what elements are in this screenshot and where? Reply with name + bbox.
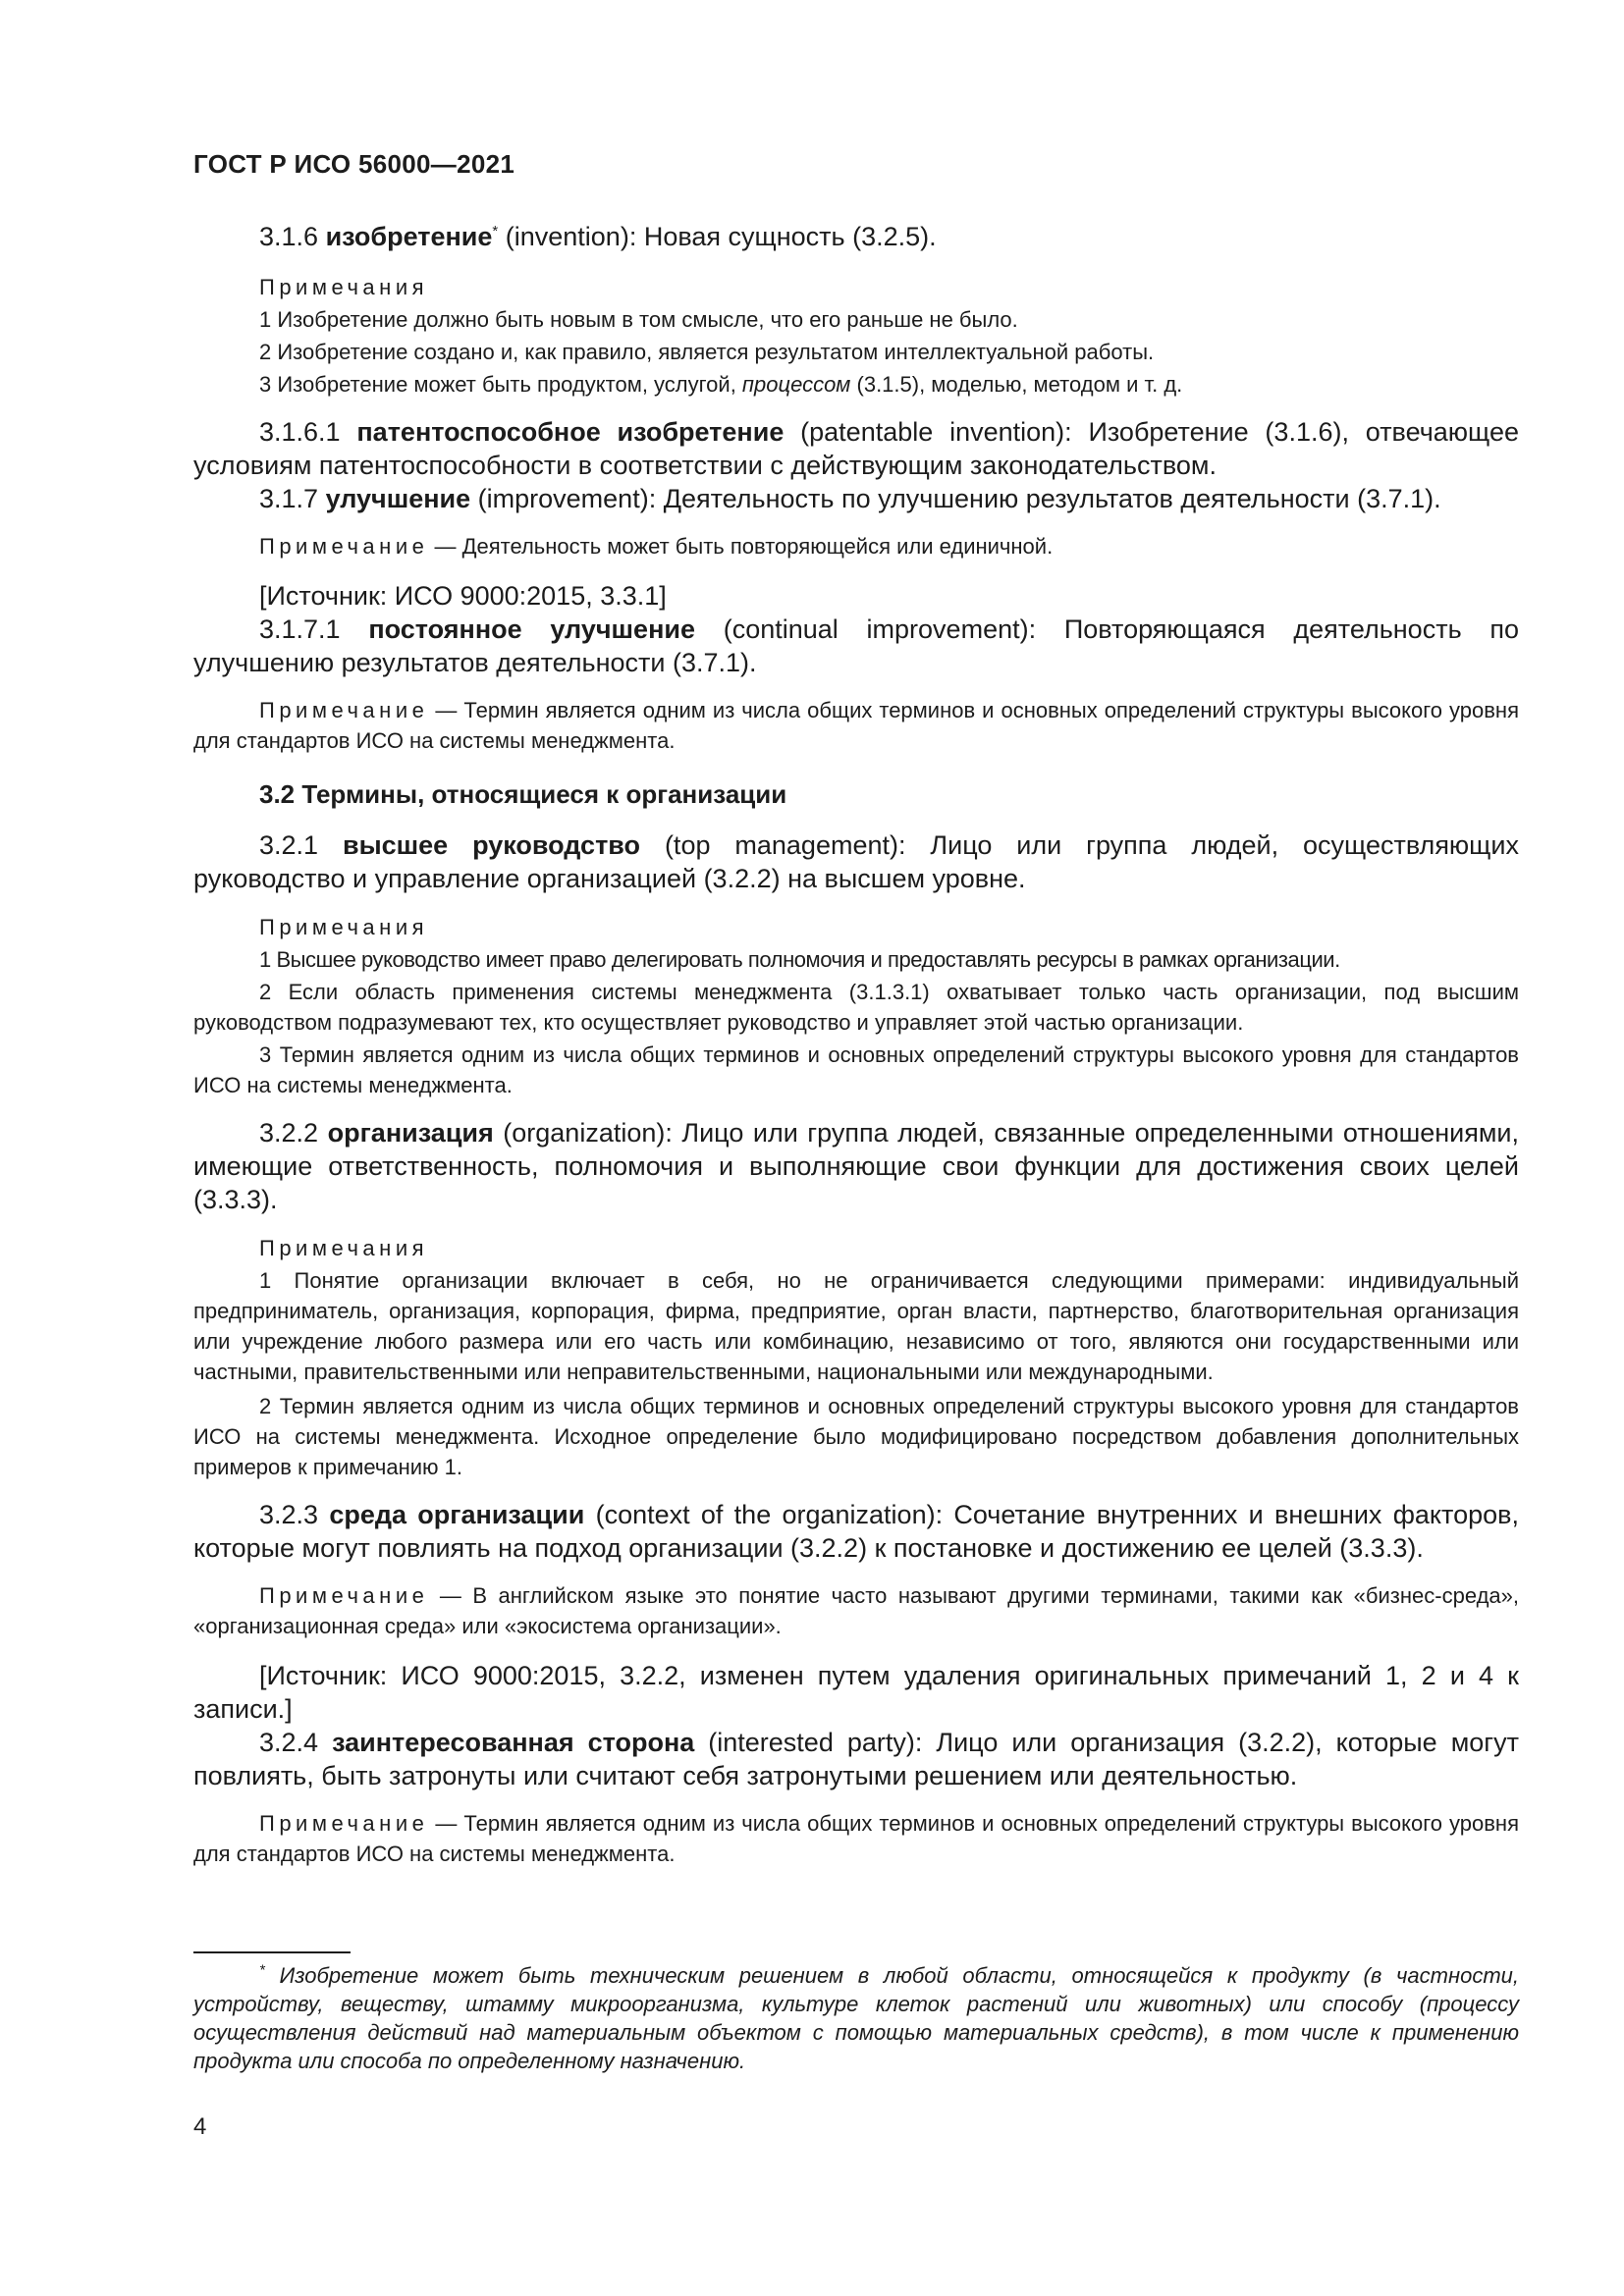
note-3: 3 Изобретение может быть продуктом, услугой, процессом (3.1.5), моделью, методом и т. д. (259, 372, 1183, 397)
footnote: * Изобретение может быть техническим решением в любой области, относящейся к продукту (в частности, устройству, веществу, штамму микроорганизма, культуре клеток растений или животных) или способу (процессу осуществления действий над материальным объектом с помощью материальных средств), в том числе к применению продукта или способа по определенному назначению. (193, 1961, 1519, 2073)
note-1: 1 Понятие организации включает в себя, но не ограничивается следующими примерами: индивидуальный предприниматель, организация, корпорация, фирма, предприятие, орган власти, партнерство, благотворительная организация или учреждение любого размера или его часть или комбинацию, независимо от того, являются они государственными или частными, правительственными или неправительственными, национальными или международными. (193, 1268, 1519, 1384)
note-2: 2 Если область применения системы менеджмента (3.1.3.1) охватывает только часть организации, под высшим руководством подразумевают тех, кто осуществляет руководство и управляет этой частью организации. (193, 980, 1519, 1035)
source-reference: [Источник: ИСО 9000:2015, 3.3.1] (259, 581, 667, 611)
notes-heading: Примечания (259, 915, 429, 939)
note-3: 3 Термин является одним из числа общих терминов и основных определений структуры высокого уровня для стандартов ИСО на системы менеджмента. (193, 1042, 1519, 1097)
page-number: 4 (193, 2113, 207, 2140)
note-1: 1 Высшее руководство имеет право делегировать полномочия и предоставлять ресурсы в рамках организации. (259, 947, 1340, 972)
page-content (193, 220, 1519, 1869)
note-2: 2 Изобретение создано и, как правило, является результатом интеллектуальной работы. (259, 340, 1155, 364)
note-1: 1 Изобретение должно быть новым в том смысле, что его раньше не было. (259, 307, 1018, 332)
footnote-marker: * (259, 1961, 265, 1979)
term-3-1-7: 3.1.7 улучшение (improvement): Деятельность по улучшению результатов деятельности (3.7.1). (259, 484, 1441, 513)
term-3-1-6: 3.1.6 изобретение* (invention): Новая сущность (3.2.5). (259, 222, 937, 251)
term-name: постоянное улучшение (368, 614, 695, 644)
note-label: Примечание (259, 1583, 429, 1608)
term-name: заинтересованная сторона (332, 1728, 695, 1757)
note-label: Примечание (259, 534, 429, 559)
term-3-2-1: 3.2.1 высшее руководство (top management): Лицо или группа людей, осуществляющих руководство и управление организацией (3.2.2) на высшем уровне. (193, 830, 1519, 893)
term-3-2-3: 3.2.3 среда организации (context of the organization): Сочетание внутренних и внешних факторов, которые могут повлиять на подход организации (3.2.2) к постановке и достижению ее целей (3.3.3). (193, 1500, 1519, 1563)
note-3-1-7-1: Примечание — Термин является одним из числа общих терминов и основных определений структуры высокого уровня для стандартов ИСО на системы менеджмента. (193, 698, 1519, 753)
notes-heading: Примечания (259, 1236, 429, 1260)
note-3-2-4: Примечание — Термин является одним из числа общих терминов и основных определений структуры высокого уровня для стандартов ИСО на системы менеджмента. (193, 1811, 1519, 1866)
section-heading-3-2: 3.2 Термины, относящиеся к организации (259, 779, 787, 809)
term-name: изобретение (325, 222, 493, 251)
note-3-2-3: Примечание — В английском языке это понятие часто называют другими терминами, такими как «бизнес-среда», «организационная среда» или «экосистема организации». (193, 1583, 1519, 1638)
note-label: Примечание (259, 698, 429, 722)
term-name: организация (327, 1118, 494, 1148)
term-3-2-2: 3.2.2 организация (organization): Лицо или группа людей, связанные определенными отношениями, имеющие ответственность, полномочия и выполняющие свои функции для достижения своих целей (3.3.3). (193, 1118, 1519, 1214)
term-3-1-6-1: 3.1.6.1 патентоспособное изобретение (patentable invention): Изобретение (3.1.6), отвечающее условиям патентоспособности в соответствии с действующим законодательством. (193, 417, 1519, 480)
notes-heading: Примечания (259, 275, 429, 299)
term-3-2-4: 3.2.4 заинтересованная сторона (interested party): Лицо или организация (3.2.2), которые могут повлиять, быть затронуты или считают себя затронутыми решением или деятельностью. (193, 1728, 1519, 1790)
footnote-divider (193, 1951, 351, 1953)
term-name: патентоспособное изобретение (356, 417, 785, 447)
note-label: Примечание (259, 1811, 429, 1836)
footnote-marker: * (492, 223, 499, 240)
term-3-1-7-1: 3.1.7.1 постоянное улучшение (continual improvement): Повторяющаяся деятельность по улучшению результатов деятельности (3.7.1). (193, 614, 1520, 677)
document-header: ГОСТ Р ИСО 56000—2021 (193, 149, 515, 179)
source-reference: [Источник: ИСО 9000:2015, 3.2.2, изменен путем удаления оригинальных примечаний 1, 2 и 4 к записи.] (193, 1661, 1519, 1724)
note-3-1-7: Примечание — Деятельность может быть повторяющейся или единичной. (259, 534, 1054, 559)
term-name: среда организации (329, 1500, 585, 1529)
note-2: 2 Термин является одним из числа общих терминов и основных определений структуры высокого уровня для стандартов ИСО на системы менеджмента. Исходное определение было модифицировано посредством добавления дополнительных примеров к примечанию 1. (193, 1394, 1519, 1479)
term-name: высшее руководство (342, 830, 641, 860)
term-name: улучшение (325, 484, 471, 513)
